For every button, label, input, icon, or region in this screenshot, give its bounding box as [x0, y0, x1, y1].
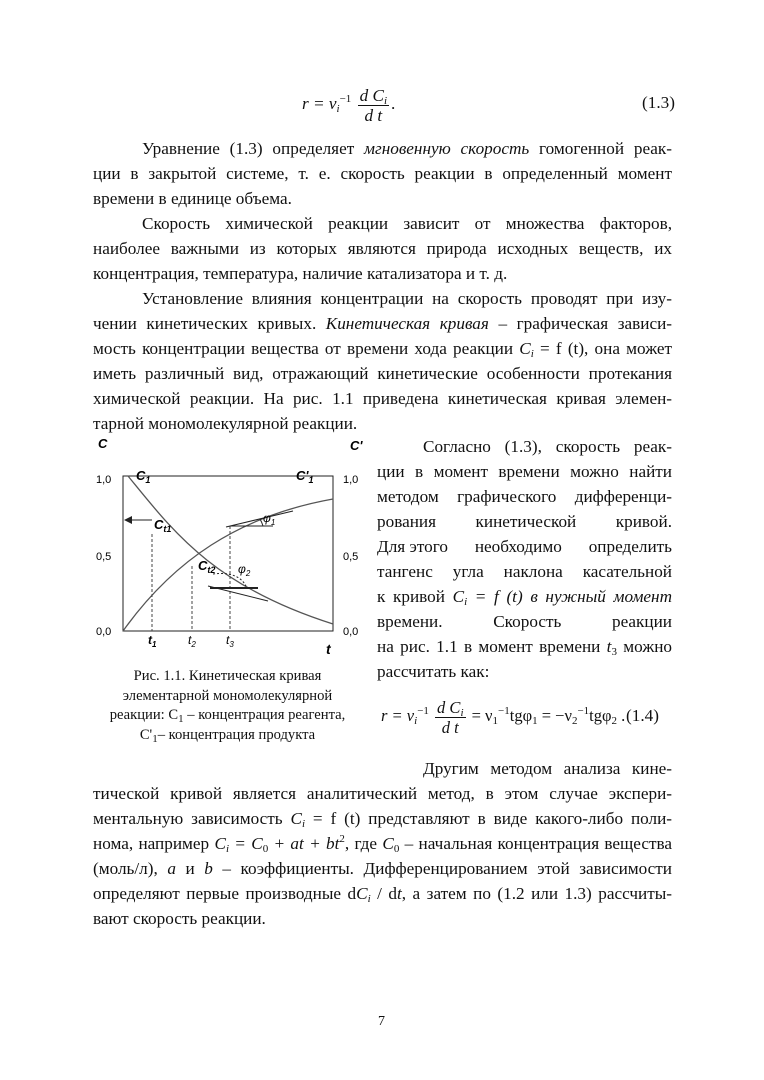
paragraph-4-line-5: Для этого необходимо определить	[377, 537, 672, 556]
paragraph-4-line-3: методом графического дифференци-	[377, 487, 672, 506]
paragraph-4-line-8: времени. Скорость реакции	[377, 612, 672, 631]
xtick-t3: $t_3$	[226, 633, 234, 649]
paragraph-1-line-2: ции в закрытой системе, т. е. скорость реакции в определенный момент	[93, 164, 672, 183]
paragraph-4-line-7: к кривой $C_i = f$ (t) в нужный момент	[377, 587, 672, 608]
ytick-left-2: 0,5	[96, 551, 112, 563]
paragraph-4-line-10: рассчитать как:	[377, 662, 490, 681]
label-phi1: $\varphi_1$	[263, 511, 276, 527]
kinetic-curve-figure	[88, 436, 373, 661]
paragraph-4-line-1: Согласно (1.3), скорость реак-	[423, 437, 672, 456]
paragraph-3-line-3: мость концентрации вещества от времени хода реакции $C_i = f$ (t), она может	[93, 339, 672, 360]
label-ct1: $C_{t1}$	[154, 517, 172, 534]
axis-left-label: C	[98, 436, 108, 451]
tangent-phi1	[226, 511, 293, 527]
paragraph-5-line-1: Другим методом анализа кине-	[423, 759, 672, 778]
paragraph-3-line-4: иметь различный вид, отражающий кинетические особенности протекания	[93, 364, 672, 383]
paragraph-5-line-7: вают скорость реакции.	[93, 909, 266, 928]
xtick-t2: $t_2$	[188, 633, 196, 649]
label-ct2: $C_{t2}$	[198, 558, 216, 575]
paragraph-1-line-1: Уравнение (1.3) определяет мгновенную скорость гомогенной реак-	[142, 139, 673, 158]
paragraph-3-line-5: химической реакции. На рис. 1.1 приведена кинетическая кривая элемен-	[93, 389, 672, 408]
plot-frame	[123, 476, 333, 631]
paragraph-4-line-2: ции в момент времени можно найти	[377, 462, 672, 481]
label-phi2: $\varphi_2$	[238, 562, 251, 578]
ytick-right-1: 1,0	[343, 474, 359, 486]
equation-1-3-number: (1.3)	[642, 93, 675, 112]
ytick-left-1: 1,0	[96, 474, 112, 486]
paragraph-5-line-4: нома, например $C_i = C_0$ + at + $bt^2$, где $C_0$ – начальная концентрация вещества	[93, 833, 673, 855]
paragraph-4-line-4: рования кинетической кривой.	[377, 512, 672, 531]
paragraph-2-line-2: наиболее важными из которых являются природа исходных веществ, их	[93, 239, 672, 258]
paragraph-4-line-6: тангенс угла наклона касательной	[377, 562, 672, 581]
page-number: 7	[378, 1014, 385, 1029]
paragraph-2-line-1: Скорость химической реакции зависит от множества факторов,	[142, 214, 672, 233]
ytick-right-2: 0,5	[343, 551, 359, 563]
paragraph-5-line-6: определяют первые производные $dC_i$ / dt, а затем по (1.2 или 1.3) рассчиты-	[93, 884, 672, 905]
equation-1-4: $r = \nu_i^{-1}$ $\frac{d C_i}{\text{d t}}$ = $\nu_1^{-1}tg\varphi_1 = -\nu_2^{-1}tg\varphi_2$ .	[381, 697, 626, 737]
arrowhead-ct1	[124, 516, 132, 524]
paragraph-1-line-3: времени в единице объема.	[93, 189, 292, 208]
paragraph-3-line-2: чении кинетических кривых. Кинетическая кривая – графическая зависи-	[93, 314, 673, 333]
ytick-left-3: 0,0	[96, 626, 112, 638]
paragraph-5-line-5: (моль/л), a и b – коэффициенты. Дифференцированием этой зависимости	[93, 859, 673, 878]
paragraph-3-line-1: Установление влияния концентрации на скорость проводят при изу-	[142, 289, 672, 308]
paragraph-5-line-3: ментальную зависимость $C_i = f$ (t) представляют в виде какого-либо поли-	[93, 809, 673, 830]
label-c1p: $C'_1$	[296, 468, 314, 485]
paragraph-4-line-9: на рис. 1.1 в момент времени $t_3$ можно	[377, 637, 672, 658]
label-c1: $C_1$	[136, 468, 151, 485]
equation-1-3: $r = \nu_i^{-1}$ $\frac{d C_i}{\text{d t}}$ .	[302, 85, 396, 125]
paragraph-5-line-2: тической кривой является аналитический метод, в этом случае экспери-	[93, 784, 672, 803]
axis-right-label: C'	[350, 438, 363, 453]
figure-caption: Рис. 1.1. Кинетическая кривая элементарной мономолекулярной реакции: $C_1$ – концентрация реагента, $C'_1-$ концентрация продукта	[109, 668, 346, 745]
equation-1-4-number: (1.4)	[626, 706, 659, 725]
paragraph-3-line-6: тарной мономолекулярной реакции.	[93, 414, 358, 433]
paragraph-2-line-3: концентрация, температура, наличие катализатора и т. д.	[93, 264, 508, 283]
axis-x-label: t	[326, 641, 331, 657]
ytick-right-3: 0,0	[343, 626, 359, 638]
xtick-t1: $t_1$	[148, 633, 157, 649]
